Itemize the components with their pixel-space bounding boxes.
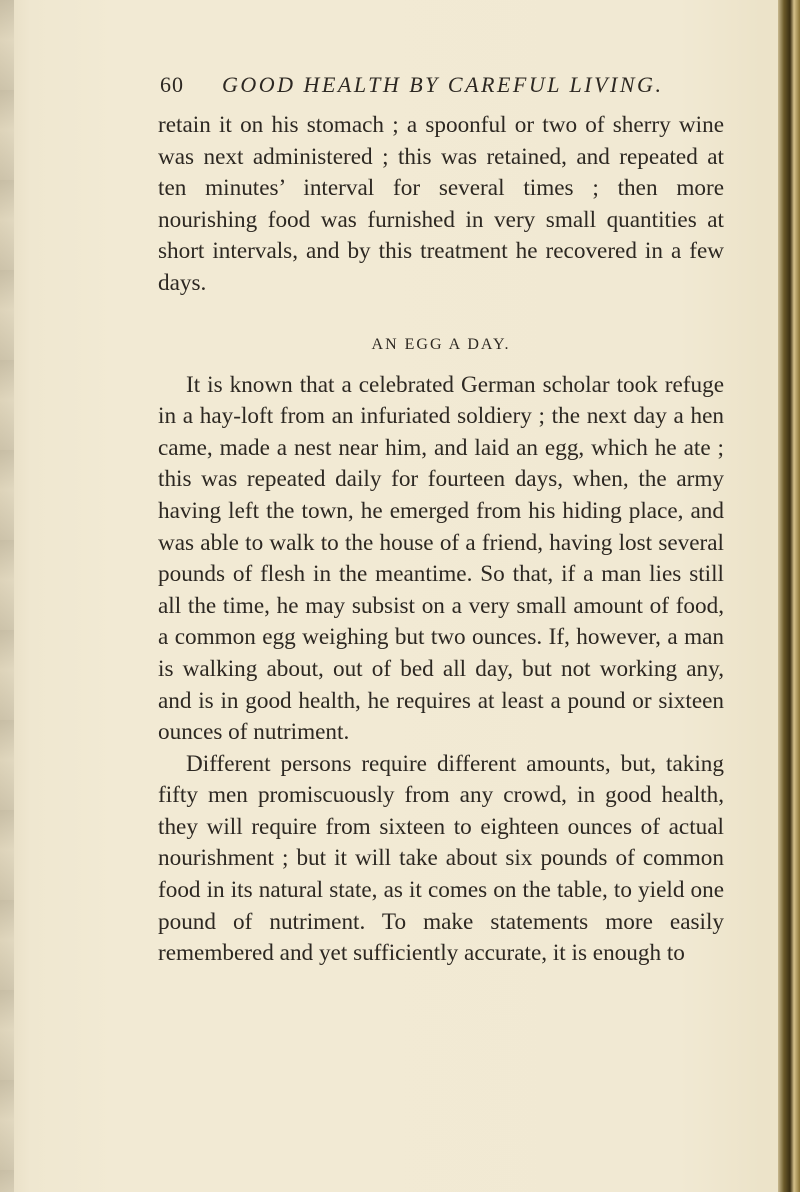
page-header — [160, 72, 720, 98]
book-binding-edge — [778, 0, 800, 1192]
running-title: GOOD HEALTH BY CAREFUL LIVING. — [222, 72, 664, 97]
paragraph-3: Different persons require different amounts, but, taking fifty men promiscuously from any crowd, in good health, they will require from sixteen to eighteen ounces of actual nourishment ; but it will take about six pounds of common food in its natural state, as it comes on the table, to yield one pound of nutriment. To make statements more easily remembered and yet sufficiently accurate, it is enough to — [158, 750, 724, 967]
page-gutter — [0, 0, 14, 1192]
section-heading: AN EGG A DAY. — [371, 335, 511, 353]
paragraph-1: retain it on his stomach ; a spoonful or two of sherry wine was next administered ; this was retained, and repeated at ten minutes’ interval for several times ; then more nourishing food was furnished in very small quantities at short intervals, and by this treatment he recovered in a few days. — [158, 112, 724, 296]
body-text — [158, 110, 724, 970]
paragraph-2: It is known that a celebrated German scholar took refuge in a hay-loft from an infuriated soldiery ; the next day a hen came, made a nest near him, and laid an egg, which he ate ; this was repeated daily for fourteen days, when, the army having left the town, he emerged from his hiding place, and was able to walk to the house of a friend, having lost several pounds of flesh in the meantime. So that, if a man lies still all the time, he may subsist on a very small amount of food, a common egg weighing but two ounces. If, however, a man is walking about, out of bed all day, but not working any, and is in good health, he requires at least a pound or sixteen ounces of nutriment. — [158, 371, 724, 746]
page-number: 60 — [160, 72, 184, 97]
